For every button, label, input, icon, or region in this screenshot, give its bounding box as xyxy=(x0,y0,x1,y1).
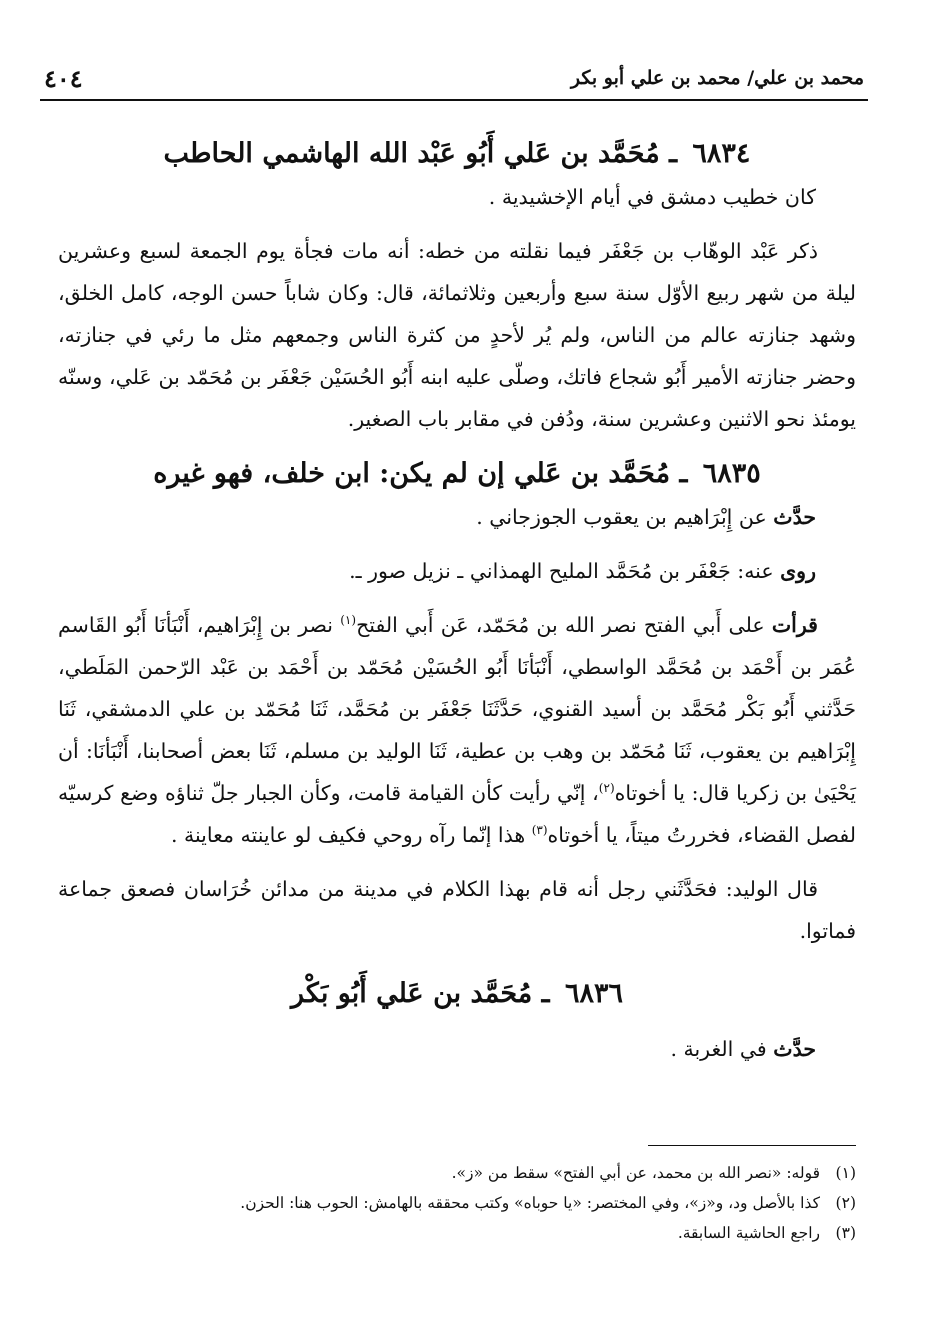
rawa-text: عنه: جَعْفَر بن مُحَمَّد المليح الهمذاني ـ نزيل صور ـ. xyxy=(349,559,774,583)
footnote-mark: (٢) xyxy=(835,1194,856,1212)
main-text xyxy=(58,120,856,1070)
footnote-ref-2[interactable]: (٢) xyxy=(598,781,615,796)
keyword-hadath: حدَّث xyxy=(773,1037,816,1061)
footnote-1 xyxy=(58,1158,856,1188)
entry-number: ٦٨٣٤ xyxy=(692,138,751,169)
page-number: ٤٠٤ xyxy=(44,63,83,93)
footnote-3 xyxy=(58,1218,856,1248)
keyword-rawa: روى xyxy=(780,559,816,583)
paragraph-text: ذكر عَبْد الوهّاب بن جَعْفَر فيما نقلته من خطه: أنه مات فجأة يوم الجمعة لسبع وعشرين ليلة من شهر ربيع الأوّل سنة سبع وأربعين وثلاثمائة، قال: وكان شاباً حسن الوجه، كامل الخلق، وشهد جنازته عالم من الناس، ولم يُر لأحدٍ من كثرة الناس وجمعهم مثل ما رئي في جنازته، وحضر جنازته الأمير أَبُو شجاع فاتك، وصلّى عليه ابنه أَبُو الحُسَيْن جَعْفَر بن مُحَمّد بن عَلي، وسنّه يومئذ نحو الاثنين وعشرين سنة، ودُفن في مقابر باب الصغير. xyxy=(58,239,856,431)
footnote-ref-3[interactable]: (٣) xyxy=(531,823,548,838)
entry-number: ٦٨٣٥ xyxy=(702,458,761,489)
keyword-qara: قرأت xyxy=(771,613,818,637)
isnad-paragraph xyxy=(58,604,856,856)
entry-name: مُحَمَّد بن عَلي إن لم يكن: ابن خلف، فهو غيره xyxy=(153,458,671,489)
hadath-line xyxy=(58,496,856,538)
footnote-text: كذا بالأصل ود، و«ز»، وفي المختصر: «يا حوباه» وكتب محققه بالهامش: الحوب هنا: الحزن. xyxy=(240,1194,820,1212)
entry-title-6834: ٦٨٣٤ ـ مُحَمَّد بن عَلي أَبُو عَبْد الله الهاشمي الحاطب xyxy=(163,138,751,169)
header-rule xyxy=(40,99,868,101)
entry-number: ٦٨٣٦ xyxy=(564,978,623,1009)
footnote-rule xyxy=(648,1145,856,1146)
hadath-text: عن إِبْرَاهيم بن يعقوب الجوزجاني . xyxy=(476,505,767,529)
footnote-ref-1[interactable]: (١) xyxy=(340,613,357,628)
entry-name: مُحَمَّد بن عَلي أَبُو عَبْد الله الهاشمي الحاطب xyxy=(163,138,660,169)
walid-paragraph: قال الوليد: فحَدَّثَني رجل أنه قام بهذا الكلام في مدينة من مدائن خُرَاسان فصعق جماعة فماتوا. xyxy=(58,877,856,943)
isnad-part-1: على أَبي الفتح نصر الله بن مُحَمّد، عَن أَبي الفتح xyxy=(356,613,765,637)
footnote-2 xyxy=(58,1188,856,1218)
hadath-text: في الغربة . xyxy=(670,1037,767,1061)
isnad-part-4: هذا إنّما رآه روحي فكيف لو عاينته معاينة . xyxy=(170,823,526,847)
running-title: محمد بن علي/ محمد بن علي أبو بكر xyxy=(570,67,864,89)
paragraph: كان خطيب دمشق في أيام الإخشيدية . xyxy=(488,185,816,209)
isnad-part-3: ، إنّي رأيت كأن القيامة قامت، وكأن الجبار جلّ ثناؤه وضع كرسيّه لفصل القضاء، فخررتُ ميتاً، يا أخوتاه xyxy=(58,781,856,847)
footnote-mark: (٣) xyxy=(835,1224,856,1242)
rawa-line xyxy=(58,550,856,592)
footnotes xyxy=(58,1158,856,1248)
paragraph xyxy=(58,230,856,440)
keyword-hadath: حدَّث xyxy=(773,505,816,529)
entry-title-6835: ٦٨٣٥ ـ مُحَمَّد بن عَلي إن لم يكن: ابن خلف، فهو غيره xyxy=(153,458,761,489)
isnad-part-2: نصر بن إِبْرَاهيم، أَنْبَأنَا أَبُو القَاسم عُمَر بن أَحْمَد بن مُحَمَّد الواسطي، أَنْبَأنَا أَبُو الحُسَيْن مُحَمّد بن أَحْمَد بن عَبْد الرّحمن المَلَطي، حَدَّثني أَبُو بَكْر مُحَمَّد بن أسيد القنوي، حَدَّثَنَا جَعْفَر بن مُحَمَّد، ثَنَا مُحَمّد بن علي الدمشقي، ثَنَا إِبْرَاهيم بن يعقوب، ثَنَا مُحَمّد بن وهب بن عطية، ثَنَا الوليد بن مسلم، ثَنَا بعض أصحابنا، أَنْبَأنَا: أن يَحْيَىٰ بن زكريا قال: يا أخوتاه xyxy=(58,613,856,805)
footnote-text: راجع الحاشية السابقة. xyxy=(677,1224,820,1242)
running-head xyxy=(44,62,864,94)
footnote-text: قوله: «نصر الله بن محمد، عن أبي الفتح» سقط من «ز». xyxy=(451,1164,820,1182)
footnote-mark: (١) xyxy=(835,1164,856,1182)
hadath-line xyxy=(58,1028,856,1070)
entry-title-6836: ٦٨٣٦ ـ مُحَمَّد بن عَلي أَبُو بَكْر xyxy=(291,978,623,1009)
entry-name: مُحَمَّد بن عَلي أَبُو بَكْر xyxy=(291,978,533,1009)
